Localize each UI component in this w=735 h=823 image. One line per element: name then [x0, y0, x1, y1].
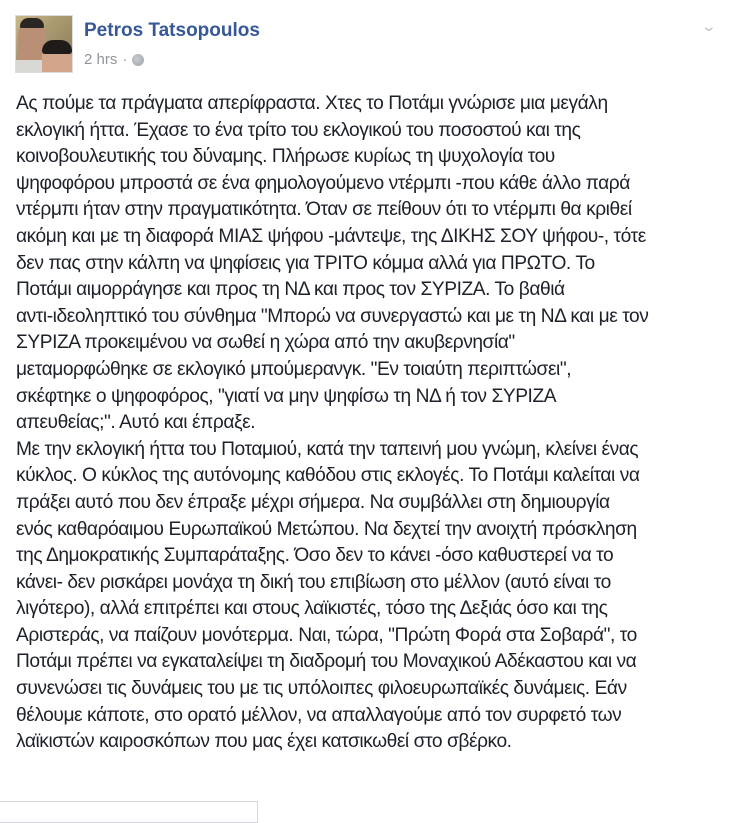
- post-text-line: ντέρμπι ήταν στην πραγματικότητα. Όταν σε πείθουν ότι το ντέρμπι θα κριθεί: [16, 199, 632, 221]
- post-text-line: συνενώσει τις δυνάμεις του με τις υπόλοιπες φιλοευρωπαϊκές δυνάμεις. Εάν: [16, 678, 627, 700]
- author-avatar[interactable]: [15, 15, 73, 73]
- post-text-line: σκέφτηκε ο ψηφοφόρος, "γιατί να μην ψηφίσω τη ΝΔ ή τον ΣΥΡΙΖΑ: [16, 385, 557, 407]
- globe-icon[interactable]: [132, 54, 144, 66]
- post-text-line: κάνει- δεν ρισκάρει μονάχα τη δική του επιβίωση στο μέλλον (αυτό είναι το: [16, 571, 611, 593]
- post-text-line: ΣΥΡΙΖΑ προκειμένου να σωθεί η χώρα από την ακυβερνησία": [16, 332, 515, 354]
- post-timestamp[interactable]: 2 hrs: [84, 51, 118, 68]
- post-text-line: λιγότερο), αλλά επιτρέπει και στους λαϊκιστές, τόσο της Δεξιάς όσο και της: [16, 598, 608, 620]
- author-name-link[interactable]: Petros Tatsopoulos: [84, 20, 260, 41]
- post-text-line: απευθείας;". Αυτό και έπραξε.: [16, 412, 256, 434]
- post-text-line: Ποτάμι πρέπει να εγκαταλείψει τη διαδρομή του Μοναχικού Αδέκαστου και να: [16, 651, 637, 673]
- post-footer-box: [0, 801, 258, 823]
- avatar-photo-child-hair: [42, 40, 72, 54]
- post-text-line: δεν πας στην κάλπη να ψηφίσεις για ΤΡΙΤΟ κόμμα αλλά για ΠΡΩΤΟ. Το: [16, 252, 595, 274]
- chevron-down-icon[interactable]: ⌄: [700, 18, 718, 34]
- avatar-photo-hair: [20, 18, 44, 28]
- post-text-line: Ας πούμε τα πράγματα απερίφραστα. Χτες το Ποτάμι γνώρισε μια μεγάλη: [16, 93, 608, 114]
- post-text-line: αντι-ιδεοληπτικό του σύνθημα "Μπορώ να συνεργαστώ και με τη ΝΔ και με τον: [16, 305, 649, 327]
- post-text-line: της Δημοκρατικής Συμπαράταξης. Όσο δεν το κάνει -όσο καθυστερεί να το: [16, 545, 614, 567]
- post-text-line: Αριστεράς, να παίζουν μονότερμα. Ναι, τώρα, "Πρώτη Φορά στα Σοβαρά", το: [16, 624, 637, 646]
- post-text-line: εκλογική ήττα. Έχασε το ένα τρίτο του εκλογικού του ποσοστού και της: [16, 119, 581, 141]
- post-text-line: κύκλος. Ο κύκλος της αυτόνομης καθόδου στις εκλογές. Το Ποτάμι καλείται να: [16, 465, 640, 487]
- post-text-line: μεταμορφώθηκε σε εκλογικό μπούμερανγκ. "Εν τοιαύτη περιπτώσει",: [16, 358, 572, 380]
- post-text-line: ενός καθαρόαιμου Ευρωπαϊκού Μετώπου. Να δεχτεί την ανοιχτή πρόσκληση: [16, 518, 637, 540]
- post-text-line: Ποτάμι αιμορράγησε και προς τη ΝΔ και προς τον ΣΥΡΙΖΑ. Το βαθιά: [16, 279, 565, 301]
- post-text-line: ψηφοφόρου μπροστά σε ένα φημολογούμενο ντέρμπι -που κάθε άλλο παρά: [16, 172, 630, 194]
- post-meta: [84, 51, 144, 68]
- post-text-line: κοινοβουλευτικής του δύναμης. Πλήρωσε κυρίως τη ψυχολογία του: [16, 146, 555, 168]
- post-text-line: ακόμη και με τη διαφορά ΜΙΑΣ ψήφου -μάντεψε, της ΔΙΚΗΣ ΣΟΥ ψήφου-, τότε: [16, 225, 646, 247]
- post-text: [16, 91, 648, 756]
- meta-separator: ·: [122, 51, 128, 68]
- post-text-line: πράξει αυτό που δεν έπραξε μέχρι σήμερα. Να συμβάλλει στη δημιουργία: [16, 491, 610, 513]
- post-text-line: Με την εκλογική ήττα του Ποταμιού, κατά την ταπεινή μου γνώμη, κλείνει ένας: [16, 438, 639, 460]
- post-text-line: λαϊκιστών καιροσκόπων που μας έχει κατσικωθεί στο σβέρκο.: [16, 731, 512, 753]
- post-text-line: θέλουμε κάποτε, στο ορατό μέλλον, να απαλλαγούμε από τον συρφετό των: [16, 704, 622, 726]
